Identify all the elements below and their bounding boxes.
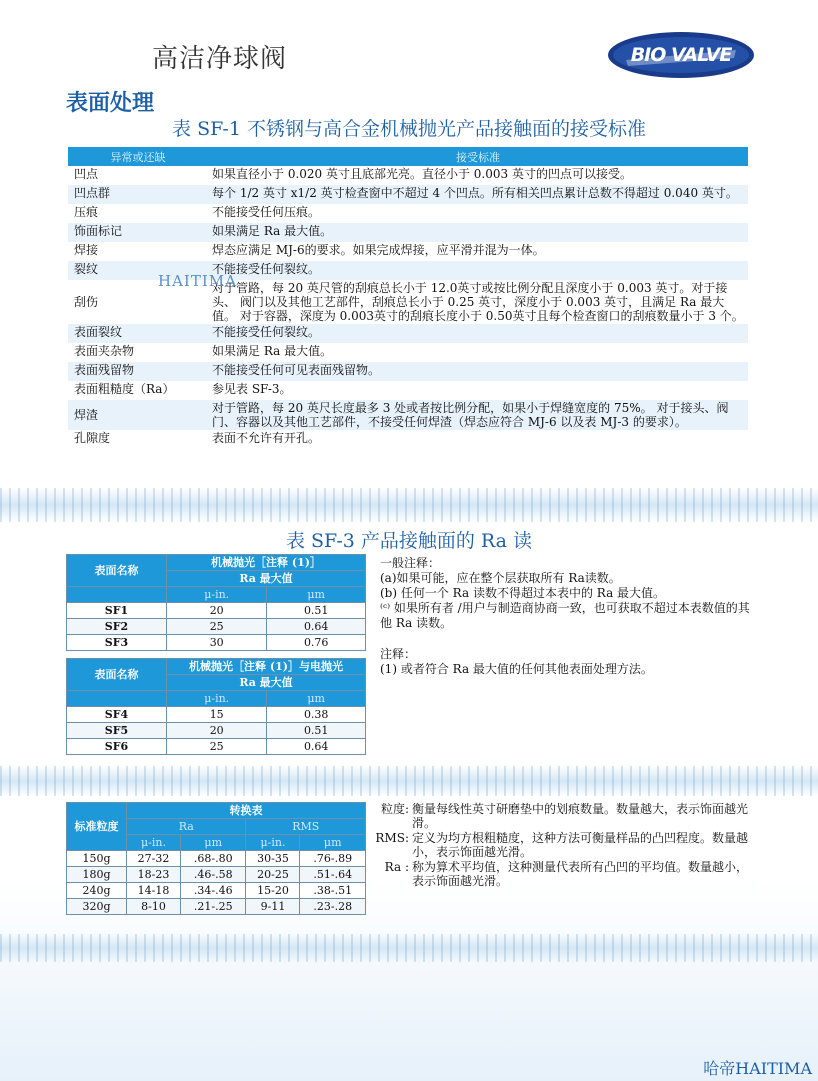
acceptance-criteria: 如果满足 Ra 最大值。	[212, 344, 333, 358]
defect-name: 饰面标记	[68, 223, 208, 242]
table-row	[68, 362, 748, 381]
acceptance-criteria: 如果满足 Ra 最大值。	[208, 223, 748, 242]
unit-header: μm	[300, 835, 366, 851]
rms-um: .51-.64	[300, 867, 366, 883]
ra-uin: 18-23	[127, 867, 181, 883]
table-row	[68, 185, 748, 204]
surface-name-header: 表面名称	[67, 659, 167, 691]
note-a: (a)如果可能，应在整个层获取所有 Ra读数。	[380, 571, 621, 585]
section-heading: 表面处理	[66, 91, 155, 116]
defect-name: 表面夹杂物	[74, 344, 135, 358]
unit-uin-header: μ-in.	[167, 587, 267, 603]
ra-table-electropolish	[66, 658, 366, 755]
ra-um: .46-.58	[180, 867, 246, 883]
table-row	[68, 204, 748, 223]
table-row	[68, 343, 748, 362]
grit-value: 240g	[67, 883, 127, 899]
acceptance-criteria: 焊态应满足 MJ-6的要求。如果完成焊接，应平滑并混为一体。	[212, 243, 545, 257]
table-row	[67, 635, 366, 651]
unit-header: μ-in.	[127, 835, 181, 851]
definition-grit	[374, 802, 758, 830]
definitions	[374, 802, 758, 889]
svg-text:BIO VALVE: BIO VALVE	[630, 44, 732, 66]
surface-name: SF4	[67, 707, 167, 723]
unit-blank	[67, 691, 167, 707]
unit-uin-header: μ-in.	[167, 691, 267, 707]
defect-name: 凹点	[74, 167, 99, 181]
ra-uin: 20	[167, 723, 267, 739]
process-header: 机械抛光［注释 (1)］与电抛光	[167, 659, 366, 675]
acceptance-criteria: 表面不允许有开孔。	[212, 431, 321, 445]
note-c: ⁽ᶜ⁾ 如果所有者 /用户与制造商协商一致，也可获取不超过本表数值的其他 Ra 读数。	[380, 601, 750, 630]
biovalve-logo	[606, 30, 756, 80]
ra-table-mechanical	[66, 554, 366, 651]
defect-name: 刮伤	[74, 295, 99, 309]
defect-name: 裂纹	[68, 261, 208, 280]
defect-name: 压痕	[74, 205, 99, 219]
decorative-band	[0, 766, 818, 796]
surface-name: SF2	[67, 619, 167, 635]
notes	[380, 647, 760, 677]
definition-desc: 衡量每线性英寸研磨垫中的划痕数量。数量越大，表示饰面越光滑。	[412, 802, 749, 830]
general-notes-title: 一般注释：	[380, 556, 441, 570]
note-b: (b) 任何一个 Ra 读数不得超过本表中的 Ra 最大值。	[380, 586, 666, 600]
rms-header: RMS	[246, 819, 366, 835]
ra-um: .21-.25	[180, 899, 246, 915]
table-row	[68, 223, 748, 242]
table-row	[67, 723, 366, 739]
table-row	[67, 707, 366, 723]
table-row	[67, 867, 366, 883]
general-notes	[380, 556, 760, 631]
ra-um: .34-.46	[180, 883, 246, 899]
grit-value: 180g	[67, 867, 127, 883]
table-row	[67, 899, 366, 915]
table-row	[68, 166, 748, 185]
rms-uin: 9-11	[246, 899, 300, 915]
table-row	[67, 851, 366, 867]
footer-credit: 哈帝HAITIMA	[703, 1059, 812, 1078]
defect-name: 表面裂纹	[68, 324, 208, 343]
page-title: 高洁净球阀	[152, 44, 288, 74]
table-row	[68, 400, 748, 430]
defect-name: 孔隙度	[74, 431, 111, 445]
conversion-table	[66, 802, 366, 915]
surface-name: SF3	[67, 635, 167, 651]
note-1: (1) 或者符合 Ra 最大值的任何其他表面处理方法。	[380, 662, 653, 676]
ra-um: 0.38	[267, 707, 366, 723]
ra-uin: 25	[167, 739, 267, 755]
surface-name: SF6	[67, 739, 167, 755]
ra-uin: 25	[167, 619, 267, 635]
process-header: 机械抛光［注释 (1)］	[167, 555, 366, 571]
table-row	[67, 619, 366, 635]
defect-name: 表面粗糙度（Ra）	[74, 382, 175, 396]
unit-header: μ-in.	[246, 835, 300, 851]
ra-um: 0.64	[267, 739, 366, 755]
grit-value: 320g	[67, 899, 127, 915]
acceptance-criteria: 对于管路，每 20 英尺长度最多 3 处或者按比例分配，如果小于焊缝宽度的 75%。 对于接头、阀门、容器以及其他工艺部件，不接受任何焊渣（焊态应符合 MJ-6 以及表 MJ-3 的要求）。	[208, 400, 748, 430]
defect-name: 表面残留物	[68, 362, 208, 381]
definition-rms	[374, 831, 758, 859]
ra-uin: 27-32	[127, 851, 181, 867]
ra-uin: 14-18	[127, 883, 181, 899]
unit-blank	[67, 587, 167, 603]
surface-name: SF1	[67, 603, 167, 619]
unit-header: μm	[180, 835, 246, 851]
ra-uin: 15	[167, 707, 267, 723]
table-row	[68, 381, 748, 400]
rms-uin: 15-20	[246, 883, 300, 899]
acceptance-criteria: 参见表 SF-3。	[212, 382, 292, 396]
acceptance-criteria: 不能接受任何裂纹。	[208, 261, 748, 280]
ra-um: 0.51	[267, 723, 366, 739]
acceptance-criteria: 每个 1/2 英寸 x1/2 英寸检查窗中不超过 4 个凹点。所有相关凹点累计总数不得超过 0.040 英寸。	[208, 185, 748, 204]
unit-um-header: μm	[267, 587, 366, 603]
definition-term: 粒度:	[380, 802, 409, 816]
table-row	[68, 430, 748, 449]
definition-term: Ra :	[384, 860, 409, 874]
acceptance-criteria: 如果直径小于 0.020 英寸且底部光亮。直径小于 0.003 英寸的凹点可以接受。	[212, 167, 632, 181]
table-sf1	[68, 147, 748, 449]
ra-um: .68-.80	[180, 851, 246, 867]
definition-term: RMS:	[375, 831, 409, 845]
defect-name: 焊渣	[68, 400, 208, 430]
notes-title: 注释：	[380, 647, 417, 661]
rms-um: .38-.51	[300, 883, 366, 899]
surface-name-header: 表面名称	[67, 555, 167, 587]
surface-name: SF5	[67, 723, 167, 739]
ra-uin: 8-10	[127, 899, 181, 915]
watermark: HAITIMA	[158, 272, 237, 290]
rms-um: .23-.28	[300, 899, 366, 915]
rms-um: .76-.89	[300, 851, 366, 867]
column-header-criteria: 接受标准	[208, 147, 748, 166]
conversion-title: 转换表	[127, 803, 366, 819]
decorative-band	[0, 934, 818, 962]
definition-ra	[374, 860, 758, 888]
ra-um: 0.51	[267, 603, 366, 619]
ra-max-header: Ra 最大值	[167, 675, 366, 691]
definition-desc: 称为算术平均值，这种测量代表所有凸凹的平均值。数量越小，表示饰面越光滑。	[412, 860, 749, 888]
defect-name: 凹点群	[68, 185, 208, 204]
acceptance-criteria: 不能接受任何可见表面残留物。	[208, 362, 748, 381]
acceptance-criteria: 对于管路，每 20 英尺管的刮痕总长小于 12.0英寸或按比例分配且深度小于 0.003 英寸。对于接头、 阀门以及其他工艺部件，刮痕总长小于 0.25 英寸，深度小于 0.003 英寸，且满足 Ra 最大值。 对于容器，深度为 0.003英寸的刮痕长度小于 0.50英寸且每个检查窗口的刮痕数量小于 3 个。	[212, 281, 744, 323]
grit-value: 150g	[67, 851, 127, 867]
table-sf1-title: 表 SF-1 不锈钢与高合金机械抛光产品接触面的接受标准	[172, 118, 646, 140]
ra-max-header: Ra 最大值	[167, 571, 366, 587]
ra-um: 0.64	[267, 619, 366, 635]
defect-name: 焊接	[74, 243, 99, 257]
column-header-defect: 异常或还缺	[68, 147, 208, 166]
grit-header: 标准粒度	[67, 803, 127, 851]
decorative-band	[0, 488, 818, 522]
table-row	[68, 324, 748, 343]
table-row	[67, 739, 366, 755]
acceptance-criteria: 不能接受任何裂纹。	[208, 324, 748, 343]
ra-um: 0.76	[267, 635, 366, 651]
rms-uin: 20-25	[246, 867, 300, 883]
unit-um-header: μm	[267, 691, 366, 707]
table-sf3-title: 表 SF-3 产品接触面的 Ra 读	[285, 530, 533, 552]
definition-desc: 定义为均方根粗糙度，这种方法可衡量样品的凸凹程度。数量越小，表示饰面越光滑。	[412, 831, 749, 859]
table-row	[68, 242, 748, 261]
ra-uin: 20	[167, 603, 267, 619]
ra-header: Ra	[127, 819, 246, 835]
acceptance-criteria: 不能接受任何压痕。	[212, 205, 321, 219]
ra-uin: 30	[167, 635, 267, 651]
table-row	[67, 883, 366, 899]
rms-uin: 30-35	[246, 851, 300, 867]
table-row	[67, 603, 366, 619]
